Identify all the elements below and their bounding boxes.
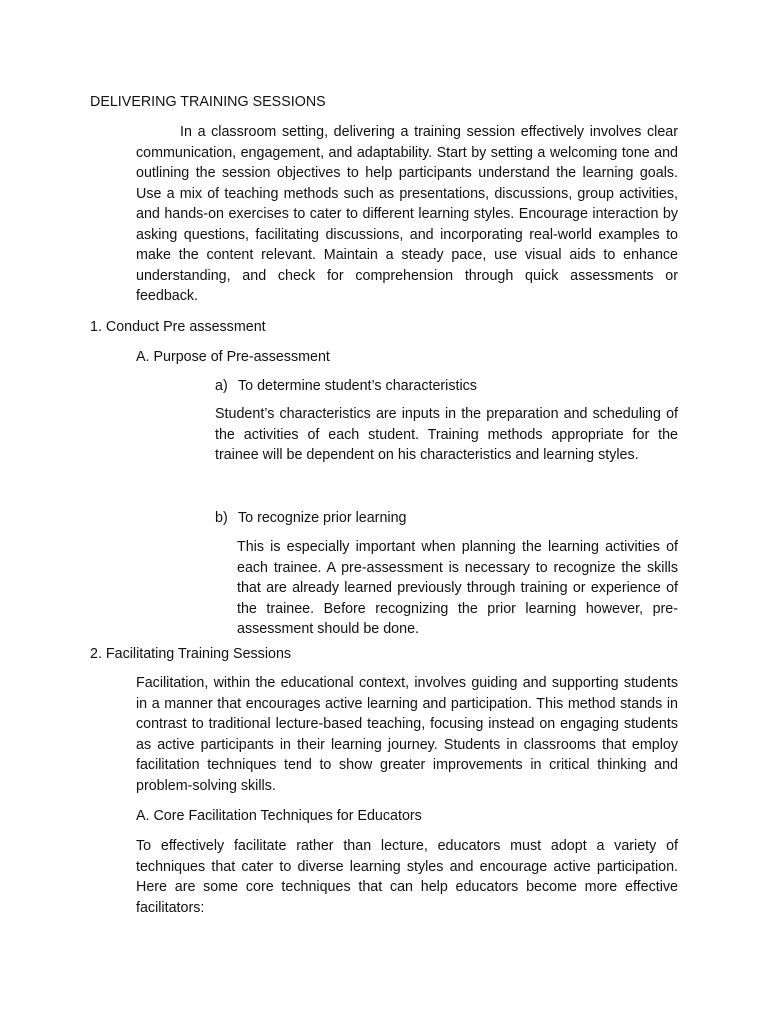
page-title: DELIVERING TRAINING SESSIONS (90, 94, 326, 110)
section-2-subheading: A. Core Facilitation Techniques for Educators (136, 808, 422, 824)
item-b-heading (215, 508, 406, 529)
section-2-heading: 2. Facilitating Training Sessions (90, 646, 292, 662)
item-a-paragraph: Student’s characteristics are inputs in the preparation and scheduling of the activities of each student. Training methods appropriate for the trainee will be dependent on his characteristics and learning styles. (215, 406, 678, 463)
item-a-title: To determine student’s characteristics (238, 378, 477, 394)
item-a-label: a) (215, 378, 228, 394)
item-b-label: b) (215, 510, 228, 526)
facilitation-text-1: Facilitation, within the educational context, involves (136, 675, 472, 691)
section-1-heading: 1. Conduct Pre assessment (90, 319, 266, 335)
intro-text: In a classroom setting, delivering a training session effectively involves clear communication, engagement, and adaptability. Start by setting a welcoming tone and outlining the session objectives to help participants understand the learning goals. Use a mix of teaching methods such as presentations, discussions, group activities, and hands-on exercises to cater to different learning styles. Encourage interaction by asking questions, facilitating discussions, and incorporating real-world examples to make the content relevant. Maintain a steady pace, use visual aids to enhance understanding, and check for comprehension through quick assessments or feedback. (136, 124, 678, 304)
facilitation-emphasis-2: encourages active learning and participation (245, 695, 528, 712)
facilitation-emphasis-1: guiding and supporting (471, 675, 619, 691)
section-1-subheading: A. Purpose of Pre-assessment (136, 349, 330, 365)
techniques-paragraph: To effectively facilitate rather than lecture, educators must adopt a variety of techniques that cater to diverse learning styles and encourage active participation. Here are some core techniques that can help educators become more effective facilitators: (136, 838, 678, 916)
item-a-heading (215, 376, 477, 397)
item-b-title: To recognize prior learning (238, 510, 407, 526)
facilitation-text-3: . This method stands in contrast to traditional lecture-based teaching, focusing instead on engaging students as active participants in their learning journey. Students in classrooms that employ facilitation techniques tend to show greater improvements in critical thinking and problem-solving skills. (136, 695, 678, 794)
facilitation-text-2: students in a manner that (136, 675, 678, 712)
item-b-paragraph: This is especially important when planning the learning activities of each trainee. A pre-assessment is necessary to recognize the skills that are already learned previously through training or experience of the trainee. Before recognizing the prior learning however, pre-assessment should be done. (237, 539, 678, 637)
intro-paragraph (136, 122, 678, 307)
facilitation-paragraph (136, 673, 678, 796)
